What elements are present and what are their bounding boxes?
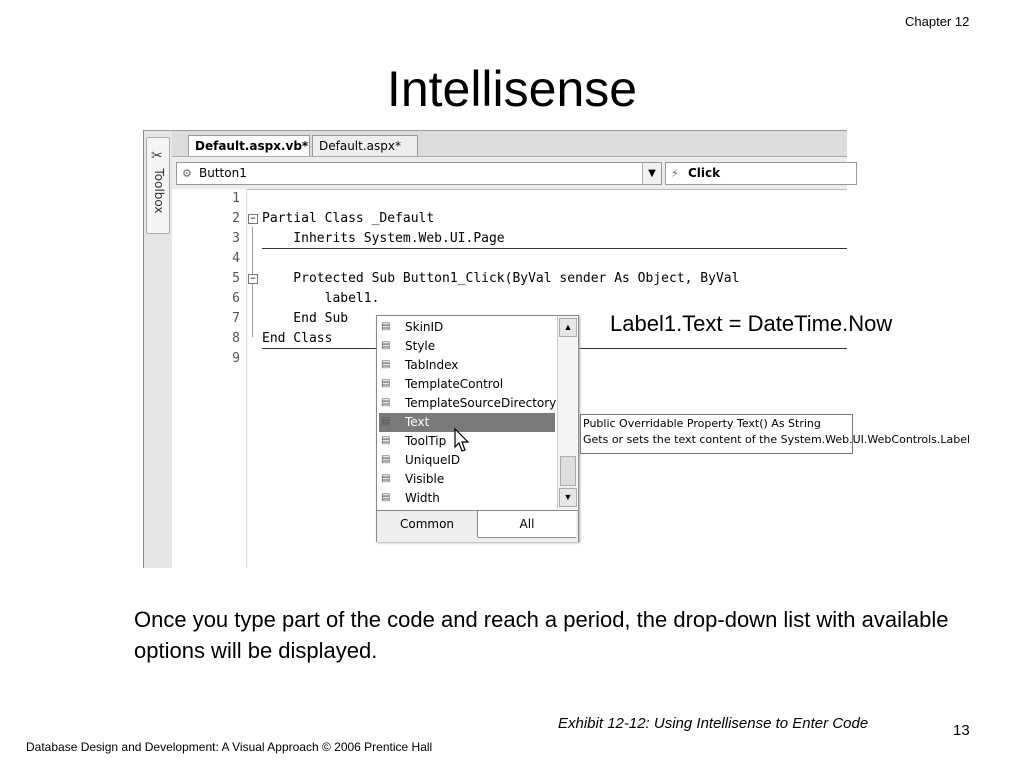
- tab-common[interactable]: Common: [377, 511, 478, 537]
- property-icon: ▤: [381, 492, 391, 503]
- property-icon: ▤: [381, 416, 391, 427]
- completion-tabs: [377, 510, 578, 542]
- property-icon: ▤: [381, 378, 391, 389]
- code-line: 2 − Partial Class _Default: [232, 211, 435, 226]
- chevron-up-icon[interactable]: ▲: [559, 318, 577, 337]
- completion-item[interactable]: ▤ Visible: [381, 472, 445, 486]
- ide-screenshot: [143, 130, 971, 568]
- property-icon: ▤: [381, 340, 391, 351]
- scroll-thumb[interactable]: [560, 456, 576, 486]
- toolbox-label: Toolbox: [152, 168, 166, 214]
- tooltip-signature: Public Overridable Property Text() As String: [583, 417, 821, 430]
- completion-scrollbar[interactable]: [557, 316, 577, 509]
- code-line: 8 End Class: [144, 329, 847, 349]
- tooltip-description: Gets or sets the text content of the System.Web.UI.WebControls.Label: [583, 433, 971, 446]
- wrench-icon: ✂: [151, 147, 163, 163]
- code-line: 4: [232, 251, 240, 266]
- completion-item[interactable]: ▤ ToolTip: [381, 434, 447, 448]
- slide-title: Intellisense: [386, 61, 638, 117]
- completion-item[interactable]: ▤ TabIndex: [381, 358, 459, 372]
- completion-item[interactable]: ▤ Width: [381, 491, 440, 505]
- tab-default-aspx[interactable]: Default.aspx*: [312, 135, 418, 156]
- code-line: 1: [232, 191, 240, 206]
- intellisense-popup[interactable]: [376, 315, 579, 542]
- code-line: 7 End Sub: [232, 311, 349, 326]
- completion-list[interactable]: [377, 318, 557, 510]
- property-icon: ▤: [381, 454, 391, 465]
- chevron-down-icon[interactable]: ▼: [559, 488, 577, 507]
- code-line: 6 label1.: [232, 291, 380, 306]
- code-annotation: Label1.Text = DateTime.Now: [610, 311, 893, 336]
- code-line: 5 − Protected Sub Button1_Click(ByVal sender As Object, ByVal: [232, 271, 740, 286]
- property-icon: ▤: [381, 321, 391, 332]
- code-line: 3 Inherits System.Web.UI.Page: [144, 229, 847, 249]
- event-dropdown[interactable]: [665, 162, 857, 185]
- property-icon: ▤: [381, 397, 391, 408]
- object-dropdown[interactable]: [176, 162, 662, 185]
- document-tab-bar: [172, 131, 847, 157]
- quickinfo-tooltip: [580, 414, 971, 454]
- exhibit-caption: Exhibit 12-12: Using Intellisense to Enter Code: [558, 715, 869, 732]
- collapse-icon[interactable]: −: [248, 214, 258, 224]
- event-dropdown-value: Click: [688, 166, 721, 180]
- completion-item[interactable]: ▤ UniqueID: [381, 453, 461, 467]
- control-icon: ⚙: [182, 167, 192, 180]
- completion-item[interactable]: ▤ Style: [381, 339, 436, 353]
- code-line: 9: [232, 351, 240, 366]
- chapter-label: Chapter 12: [905, 14, 970, 29]
- mouse-pointer-icon: [454, 428, 470, 454]
- page-number: 13: [953, 722, 970, 739]
- completion-item[interactable]: ▤ TemplateSourceDirectory: [381, 396, 557, 410]
- navigation-bar: [172, 157, 847, 190]
- tab-default-aspx-vb[interactable]: Default.aspx.vb*: [188, 135, 310, 156]
- lightning-icon: ⚡: [671, 167, 679, 180]
- collapse-icon[interactable]: −: [248, 274, 258, 284]
- completion-item-selected[interactable]: ▤ Text: [379, 413, 555, 432]
- object-dropdown-value: Button1: [199, 166, 247, 180]
- property-icon: ▤: [381, 435, 391, 446]
- footer-text: Database Design and Development: A Visual Approach © 2006 Prentice Hall: [26, 740, 433, 754]
- completion-item[interactable]: ▤ TemplateControl: [381, 377, 504, 391]
- property-icon: ▤: [381, 359, 391, 370]
- completion-item[interactable]: ▤ SkinID: [381, 320, 444, 334]
- property-icon: ▤: [381, 473, 391, 484]
- tab-all[interactable]: All: [478, 511, 576, 538]
- slide-caption: Once you type part of the code and reach a period, the drop-down list with available options will be displayed.: [134, 607, 949, 663]
- chevron-down-icon[interactable]: ▼: [642, 163, 661, 184]
